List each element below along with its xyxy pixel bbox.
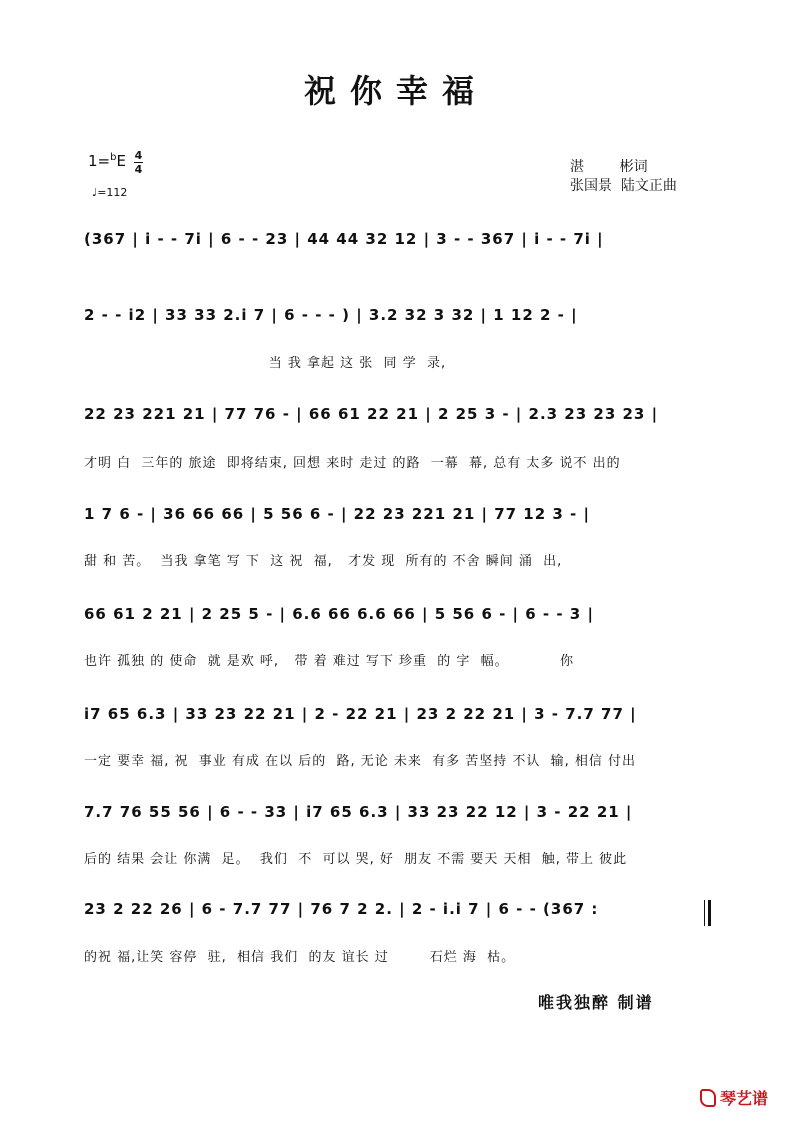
- notation-row: 66 61 2 21 | 2 25 5 - | 6.6 66 6.6 66 | 5 56 6 - | 6 - - 3 |: [84, 605, 594, 623]
- notation-row: 23 2 22 26 | 6 - 7.7 77 | 76 7 2 2. | 2 - i.i 7 | 6 - - (367 :: [84, 900, 599, 918]
- notation-row: 7.7 76 55 56 | 6 - - 33 | i7 65 6.3 | 33 23 22 12 | 3 - 22 21 |: [84, 803, 633, 821]
- key-label: 1=: [88, 152, 111, 170]
- time-signature-top: 4: [134, 149, 143, 162]
- transcriber-signature: 唯我独醉 制谱: [538, 993, 654, 1012]
- page-title: 祝你幸福: [303, 72, 488, 110]
- notation-row: 22 23 221 21 | 77 76 - | 66 61 22 21 | 2 25 3 - | 2.3 23 23 23 |: [84, 405, 659, 423]
- logo-icon: [700, 1089, 716, 1107]
- key-note: E: [116, 152, 126, 170]
- lyric-row: 也许 孤独 的 使命 就 是欢 呼, 带 着 难过 写下 珍重 的 字 幅。 你: [84, 654, 574, 669]
- time-signature: [134, 150, 143, 175]
- notation-row: 2 - - i2 | 33 33 2.i 7 | 6 - - - ) | 3.2 32 3 32 | 1 12 2 - |: [84, 306, 578, 324]
- lyricist: 湛 彬词: [570, 159, 648, 175]
- lyric-row: 才明 白 三年的 旅途 即将结束, 回想 来时 走过 的路 一幕 幕, 总有 太多 说不 出的: [84, 456, 621, 471]
- logo-text: 琴艺谱: [720, 1089, 769, 1108]
- brand-logo: [700, 1086, 768, 1109]
- key-flat: b: [110, 152, 117, 163]
- lyric-row: 后的 结果 会让 你满 足。 我们 不 可以 哭, 好 朋友 不需 要天 天相 触, 带上 彼此: [84, 852, 628, 867]
- time-signature-bottom: 4: [134, 163, 143, 176]
- lyric-row: 当 我 拿起 这 张 同 学 录,: [84, 356, 447, 371]
- lyric-row: 甜 和 苦。 当我 拿笔 写 下 这 祝 福, 才发 现 所有的 不舍 瞬间 涌 出,: [84, 554, 563, 569]
- key-signature: [88, 152, 126, 170]
- credits: [570, 158, 677, 196]
- notation-row: 1 7 6 - | 36 66 66 | 5 56 6 - | 22 23 221 21 | 77 12 3 - |: [84, 505, 590, 523]
- composer: 张国景 陆文正曲: [570, 178, 677, 194]
- notation-row: (367 | i - - 7i | 6 - - 23 | 44 44 32 12 | 3 - - 367 | i - - 7i |: [84, 230, 604, 248]
- lyric-row: 的祝 福,让笑 容停 驻, 相信 我们 的友 谊长 过 石烂 海 枯。: [84, 950, 516, 965]
- final-barline-thin: [704, 900, 705, 926]
- final-barline-thick: [708, 900, 711, 926]
- lyric-row: 一定 要幸 福, 祝 事业 有成 在以 后的 路, 无论 未来 有多 苦坚持 不认 输, 相信 付出: [84, 754, 637, 769]
- notation-row: i7 65 6.3 | 33 23 22 21 | 2 - 22 21 | 23 2 22 21 | 3 - 7.7 77 |: [84, 705, 637, 723]
- tempo-marking: ♩=112: [92, 186, 128, 199]
